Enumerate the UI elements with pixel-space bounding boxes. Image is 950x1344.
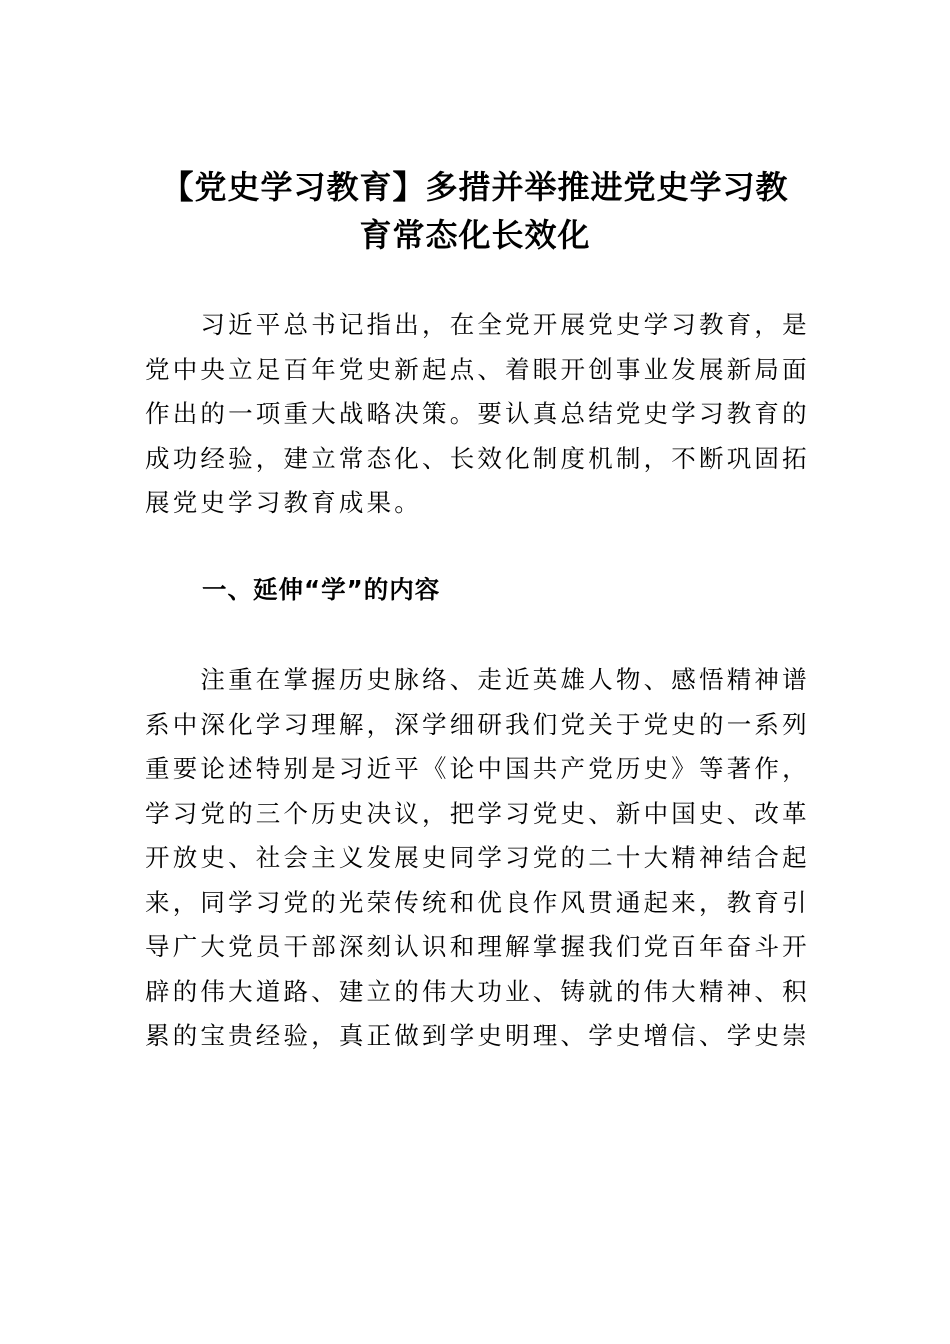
paragraph-line: 辟的伟大道路、建立的伟大功业、铸就的伟大精神、积 [145, 976, 810, 1006]
paragraph-line: 系中深化学习理解，深学细研我们党关于党史的一系列 [145, 709, 810, 739]
intro-paragraph [145, 303, 815, 526]
paragraph-line: 展党史学习教育成果。 [145, 488, 422, 517]
paragraph-line: 注重在掌握历史脉络、走近英雄人物、感悟精神谱 [145, 665, 810, 694]
section-heading-1: 一、延伸“学”的内容 [202, 575, 441, 604]
title-line-1: 【党史学习教育】多措并举推进党史学习教 [161, 168, 789, 206]
paragraph-line: 党中央立足百年党史新起点、着眼开创事业发展新局面 [145, 354, 810, 384]
paragraph-line: 来，同学习党的光荣传统和优良作风贯通起来，教育引 [145, 887, 810, 917]
paragraph-line: 导广大党员干部深刻认识和理解掌握我们党百年奋斗开 [145, 932, 810, 961]
paragraph-line: 重要论述特别是习近平《论中国共产党历史》等著作， [145, 754, 810, 783]
document-title [120, 163, 830, 259]
title-line-2: 育常态化长效化 [359, 216, 591, 254]
section-1-paragraph [145, 658, 815, 1059]
paragraph-line: 累的宝贵经验，真正做到学史明理、学史增信、学史崇 [145, 1021, 810, 1050]
paragraph-line: 学习党的三个历史决议，把学习党史、新中国史、改革 [145, 798, 810, 828]
paragraph-line: 作出的一项重大战略决策。要认真总结党史学习教育的 [145, 399, 810, 428]
paragraph-line: 成功经验，建立常态化、长效化制度机制，不断巩固拓 [145, 443, 810, 473]
paragraph-line: 习近平总书记指出，在全党开展党史学习教育，是 [145, 310, 810, 339]
paragraph-line: 开放史、社会主义发展史同学习党的二十大精神结合起 [145, 843, 810, 872]
